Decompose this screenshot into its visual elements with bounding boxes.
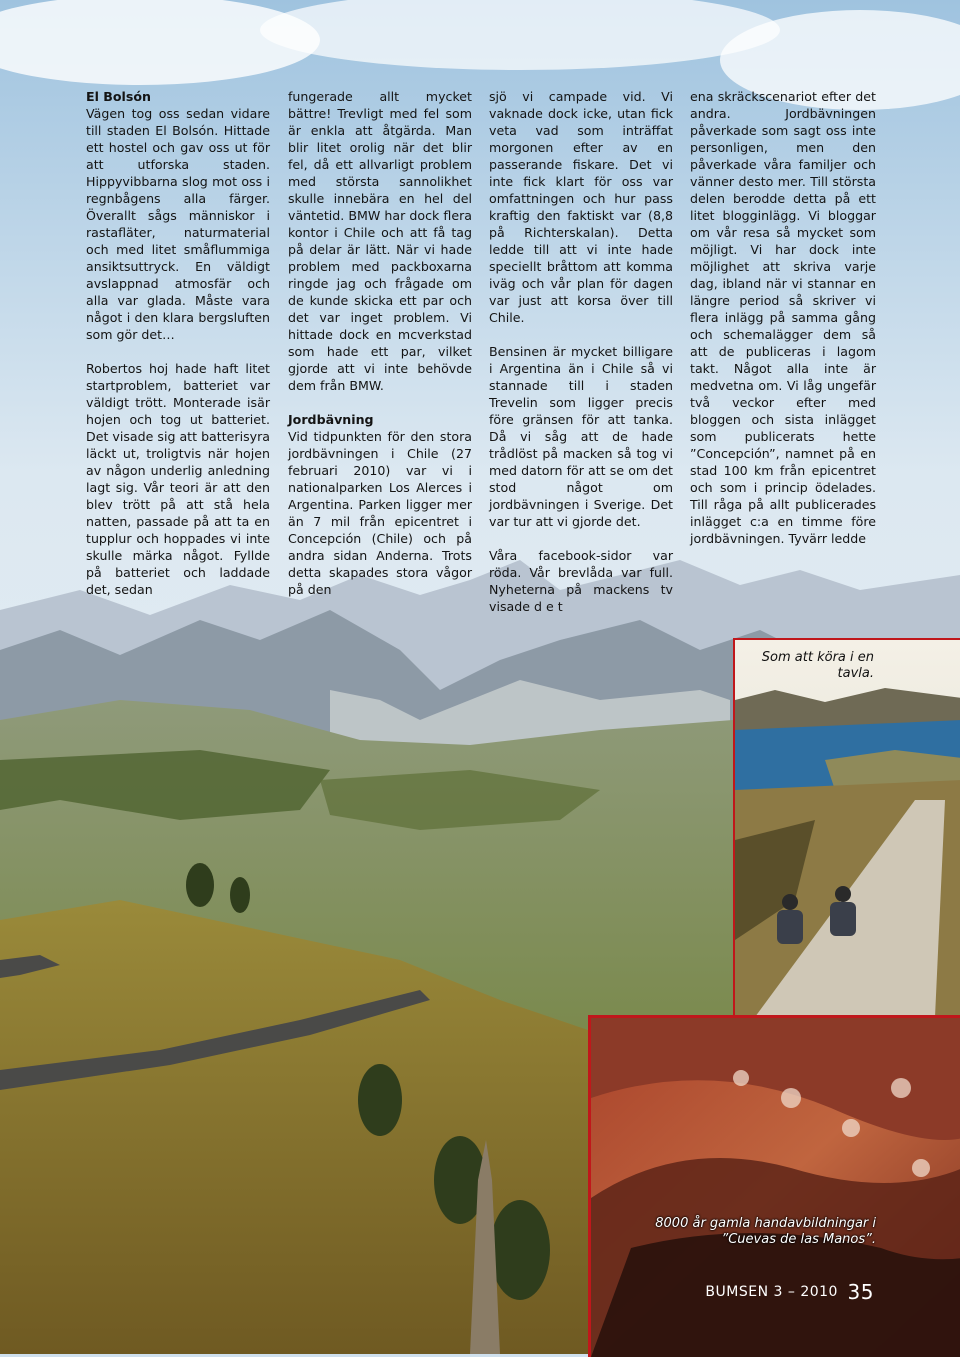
motorcycle-photo [733, 638, 960, 1017]
paragraph: Våra facebook-sidor var röda. Vår brevlåda var full. Nyheterna på mackens tv visade d e t [489, 548, 673, 614]
paragraph: ena skräckscenariot efter det andra. Jordbävningen påverkade som sagt oss inte personligen, men den påverkade våra familjer och vänner desto mer. Till största delen berodde detta på ett litet blogginlägg. Vi bloggar om vår resa så mycket som möjligt. Vi har dock inte möjlighet att skriva varje dag, ibland när vi stannar en längre period så skriver vi flera inlägg på samma gång och schemalägger dem så att de publiceras i lagom takt. Något alla inte är medvetna om. Vi låg ungefär två veckor efter med bloggen och sista inlägget som publicerats hette ”Concepción”, namnet på en stad 100 km från epicentret och som i princip ödelades. Till råga på allt publicerades inlägget c:a en timme före jordbävningen. Tyvärr ledde [690, 89, 876, 546]
paragraph: Bensinen är mycket billigare i Argentina än i Chile så vi stannade till i staden Trevelin som ligger precis före gränsen för att tanka. Då vi såg att de hade trådlöst på macken så tog vi med datorn för att se om det stod något om jordbävningen i Sverige. Det var tur att vi gjorde det. [489, 344, 673, 529]
column-3 [489, 88, 673, 615]
column-4 [690, 88, 876, 547]
caption-cave-hands: 8000 år gamla handavbildningar i ”Cuevas de las Manos”. [655, 1216, 876, 1247]
column-1 [86, 88, 270, 598]
column-2 [288, 88, 472, 598]
paragraph: Robertos hoj hade haft litet startproblem, batteriet var väldigt trött. Monterade isär hojen och tog ut batteriet. Det visade sig att batterisyra läckt ut, troligtvis när hojen av någon underlig anledning lagt sig. Vår teori är att den blev trött på att stå hela natten, passade på att ta en tupplur och hoppades vi inte skulle märka något. Fyllde på batteriet och laddade det, sedan [86, 361, 270, 597]
paragraph: fungerade allt mycket bättre! Trevligt med fel som är enkla att åtgärda. Man blir litet orolig när det blir fel, då ett allvarligt problem med största sannolikhet skulle innebära en hel del väntetid. BMW har dock flera kontor i Chile och att få tag på delar är lätt. När vi hade problem med packboxarna ringde jag och frågade om de kunde skicka ett par och det var inget problem. Vi hittade dock en mcverkstad som hade ett par, vilket gjorde att vi inte behövde dem från BMW. [288, 89, 472, 393]
paragraph: sjö vi campade vid. Vi vaknade dock icke, utan fick veta vad som inträffat morgonen efter av en passerande fiskare. Det vi inte fick klart för oss var omfattningen och hur pass kraftig den faktiskt var (8,8 på Richterskalan). Detta ledde till att vi inte hade speciellt bråttom att komma iväg och vår plan för dagen var just att korsa över till Chile. [489, 89, 673, 325]
caption-motorcycles: Som att köra i en tavla. [761, 650, 874, 681]
paragraph: Vägen tog oss sedan vidare till staden El Bolsón. Hittade ett hostel och gav oss ut för att utforska staden. Hippyvibbarna slog mot oss i regnbågens alla färger. Överallt sågs människor i rastafläter, naturmaterial och med litet småflummiga ansiktsuttryck. En väldigt avslappnad atmosfär och alla var glada. Måste vara något i den klara bergsluften som gör det… [86, 106, 270, 342]
cave-hands-photo [588, 1015, 960, 1357]
publication-name: BUMSEN 3 – 2010 [705, 1284, 838, 1300]
page-folio [705, 1280, 874, 1304]
page-number: 35 [847, 1280, 874, 1304]
paragraph: Vid tidpunkten för den stora jordbävningen i Chile (27 februari 2010) var vi i nationalparken Los Alerces i Argentina. Parken ligger mer än 7 mil från epicentret i Concepción (Chile) och på andra sidan Anderna. Trots detta skapades stora vågor på den [288, 429, 472, 597]
section-heading-el-bolson: El Bolsón [86, 89, 151, 104]
section-heading-jordbavning: Jordbävning [288, 412, 374, 427]
